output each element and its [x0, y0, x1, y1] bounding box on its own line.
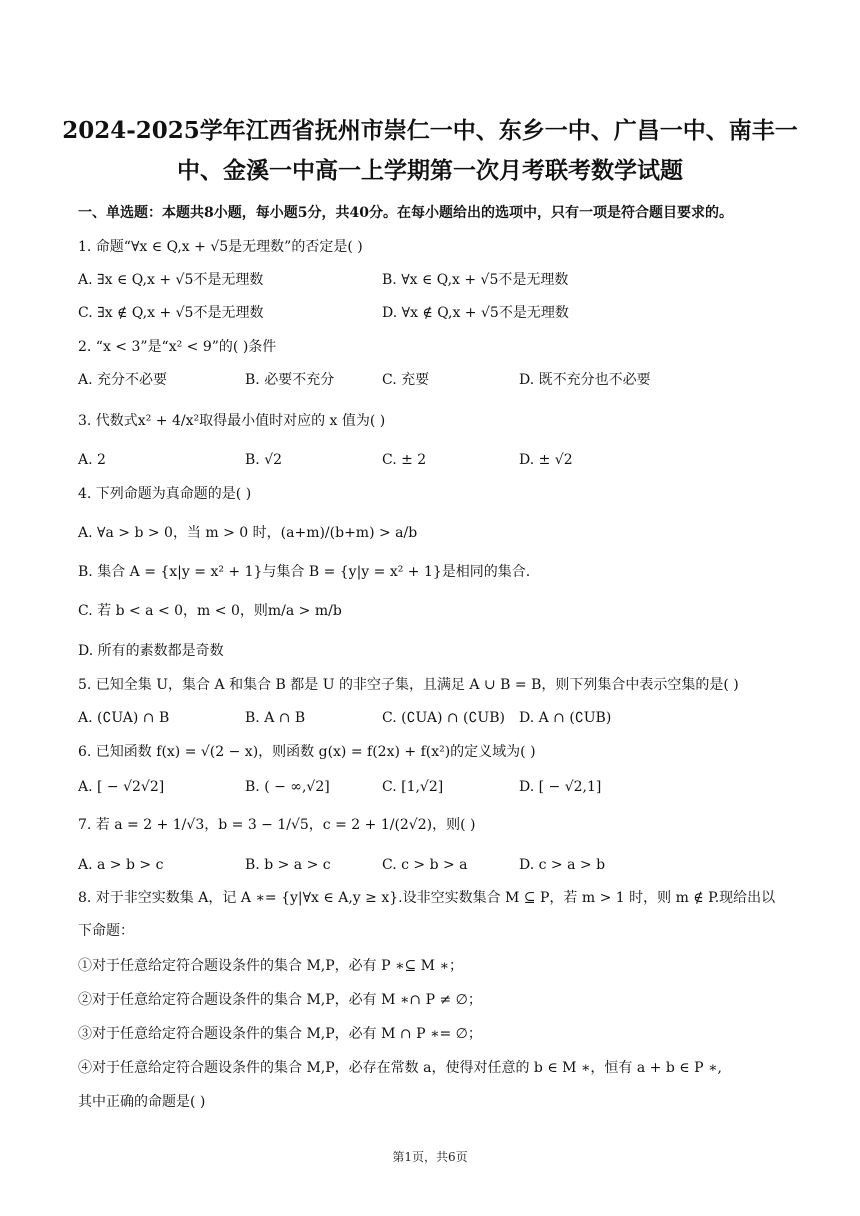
question-4-option-a: A. ∀a > b > 0，当 m > 0 时，(a+m)/(b+m) > a/b [78, 525, 418, 541]
question-7-stem: 7. 若 a = 2 + 1/√3，b = 3 − 1/√5，c = 2 + 1/(2√2)，则( ) [78, 817, 476, 833]
question-6-option-a: A. [ − √2√2] [78, 779, 165, 795]
question-4-option-d: D. 所有的素数都是奇数 [78, 643, 224, 659]
question-2-option-a: A. 充分不必要 [78, 372, 168, 388]
question-8-stem-line-1: 8. 对于非空实数集 A，记 A ∗= {y|∀x ∈ A,y ≥ x}.设非空实数集合 M ⊆ P，若 m > 1 时，则 m ∉ P.现给出以 [78, 890, 776, 906]
question-8-statement-3: ③对于任意给定符合题设条件的集合 M,P，必有 M ∩ P ∗= ∅； [78, 1026, 482, 1042]
question-2-option-c: C. 充要 [382, 372, 430, 388]
question-5-option-d: D. A ∩ (∁UB) [519, 710, 612, 726]
question-7-option-d: D. c > a > b [519, 857, 606, 873]
question-7-option-c: C. c > b > a [382, 857, 468, 873]
question-2-option-b: B. 必要不充分 [245, 372, 335, 388]
exam-title-line-1: 2024-2025学年江西省抚州市崇仁一中、东乡一中、广昌一中、南丰一 [62, 117, 798, 144]
question-4-stem: 4. 下列命题为真命题的是( ) [78, 486, 252, 502]
question-8-statement-2: ②对于任意给定符合题设条件的集合 M,P，必有 M ∗∩ P ≠ ∅； [78, 992, 482, 1008]
question-8-prompt: 其中正确的命题是( ) [78, 1094, 206, 1110]
question-1-option-b: B. ∀x ∈ Q,x + √5不是无理数 [382, 272, 569, 288]
question-7-option-a: A. a > b > c [78, 857, 164, 873]
question-4-option-c: C. 若 b < a < 0，m < 0，则m/a > m/b [78, 603, 342, 619]
question-8-statement-4: ④对于任意给定符合题设条件的集合 M,P，必存在常数 a，使得对任意的 b ∈ M ∗，恒有 a + b ∈ P ∗, [78, 1060, 722, 1076]
question-6-option-b: B. ( − ∞,√2] [245, 779, 330, 795]
question-3-option-c: C. ± 2 [382, 452, 427, 468]
question-8-stem-line-2: 下命题： [78, 923, 134, 939]
question-5-stem: 5. 已知全集 U，集合 A 和集合 B 都是 U 的非空子集，且满足 A ∪ B = B，则下列集合中表示空集的是( ) [78, 677, 739, 693]
question-3-option-a: A. 2 [78, 452, 106, 468]
question-6-stem: 6. 已知函数 f(x) = √(2 − x)，则函数 g(x) = f(2x) + f(x²)的定义域为( ) [78, 744, 536, 760]
question-3-option-b: B. √2 [245, 452, 283, 468]
question-1-option-d: D. ∀x ∉ Q,x + √5不是无理数 [382, 305, 569, 321]
question-5-option-b: B. A ∩ B [245, 710, 306, 726]
question-1-option-c: C. ∃x ∉ Q,x + √5不是无理数 [78, 305, 264, 321]
question-2-option-d: D. 既不充分也不必要 [519, 372, 651, 388]
question-6-option-d: D. [ − √2,1] [519, 779, 602, 795]
question-2-stem: 2. “x < 3”是“x² < 9”的( )条件 [78, 339, 277, 355]
question-1-stem: 1. 命题“∀x ∈ Q,x + √5是无理数”的否定是( ) [78, 239, 363, 255]
question-5-option-a: A. (∁UA) ∩ B [78, 710, 170, 726]
question-5-option-c: C. (∁UA) ∩ (∁UB) [382, 710, 505, 726]
question-7-option-b: B. b > a > c [245, 857, 331, 873]
question-1-option-a: A. ∃x ∈ Q,x + √5不是无理数 [78, 272, 264, 288]
question-8-statement-1: ①对于任意给定符合题设条件的集合 M,P，必有 P ∗⊆ M ∗； [78, 958, 463, 974]
section-heading: 一、单选题：本题共8小题，每小题5分，共40分。在每小题给出的选项中，只有一项是符合题目要求的。 [78, 205, 733, 221]
question-3-option-d: D. ± √2 [519, 452, 573, 468]
question-4-option-b: B. 集合 A = {x|y = x² + 1}与集合 B = {y|y = x² + 1}是相同的集合. [78, 564, 531, 580]
question-6-option-c: C. [1,√2] [382, 779, 444, 795]
question-3-stem: 3. 代数式x² + 4/x²取得最小值时对应的 x 值为( ) [78, 413, 386, 429]
exam-title-line-2: 中、金溪一中高一上学期第一次月考联考数学试题 [177, 157, 683, 184]
page-footer: 第1页，共6页 [392, 1150, 468, 1164]
